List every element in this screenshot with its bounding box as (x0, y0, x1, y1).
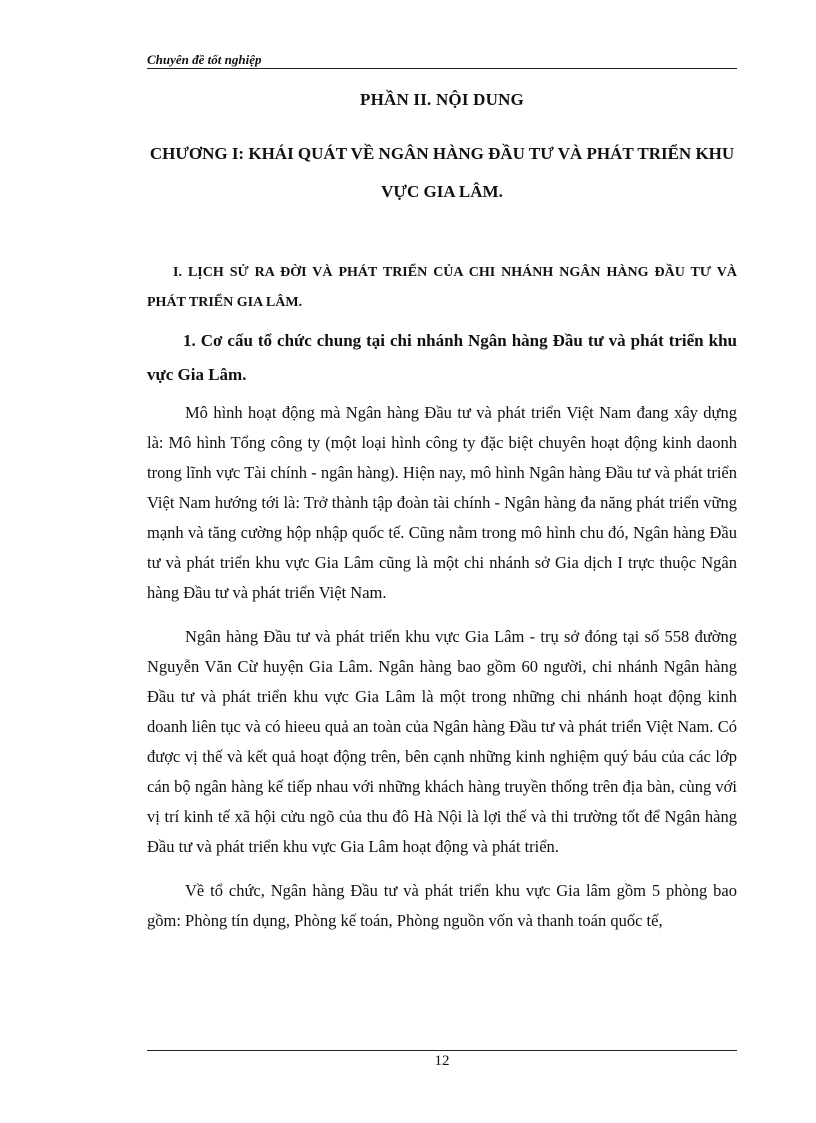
chapter-title: CHƯƠNG I: KHÁI QUÁT VỀ NGÂN HÀNG ĐẦU TƯ VÀ PHÁT TRIỂN KHU VỰC GIA LÂM. (149, 144, 735, 201)
subsection-title: 1. Cơ cấu tổ chức chung tại chi nhánh Ngân hàng Đầu tư và phát triển khu vực Gia Lâm. (147, 331, 737, 384)
paragraph: Mô hình hoạt động mà Ngân hàng Đầu tư và phát triển Việt Nam đang xây dựng là: Mô hình Tổng công ty (một loại hình công ty đặc biệt chuyên hoạt động kinh daonh trong lĩnh vực Tài chính - ngân hàng). Hiện nay, mô hình Ngân hàng Đầu tư và phát triển Việt Nam hướng tới là: Trở thành tập đoàn tài chính - Ngân hàng đa năng phát triển vững mạnh và tăng cường hộp nhập quốc tế. Cũng nằm trong mô hình chu đó, Ngân hàng Đầu tư và phát triển khu vực Gia Lâm cũng là một chi nhánh sở Gia dịch I trực thuộc Ngân hàng Đầu tư và phát triển Việt Nam. (147, 403, 737, 602)
paragraph: Ngân hàng Đầu tư và phát triển khu vực Gia Lâm - trụ sở đóng tại số 558 đường Nguyễn Văn Cừ huyện Gia Lâm. Ngân hàng bao gồm 60 người, chi nhánh Ngân hàng Đầu tư và phát triển khu vực Gia Lâm là một trong những chi nhánh hoạt động kinh doanh liên tục và có hieeu quả an toàn của Ngân hàng Đầu tư và phát triển Việt Nam. Có được vị thế và kết quả hoạt động trên, bên cạnh những kinh nghiệm quý báu của các lớp cán bộ ngân hàng kế tiếp nhau với những khách hàng truyền thống trên địa bàn, cùng với vị trí kinh tế xã hội cửu ngõ của thu đô Hà Nội là lợi thế và thi trường tốt để Ngân hàng Đầu tư và phát triển khu vực Gia Lâm hoạt động và phát triển. (147, 627, 737, 856)
footer-divider (147, 1050, 737, 1051)
paragraph: Về tổ chức, Ngân hàng Đầu tư và phát triển khu vực Gia lâm gồm 5 phòng bao gồm: Phòng tín dụng, Phòng kế toán, Phòng nguồn vốn và thanh toán quốc tế, (147, 881, 737, 930)
running-header: Chuyên đề tốt nghiệp (147, 52, 262, 67)
header-divider (147, 68, 737, 69)
body-text (147, 398, 737, 950)
part-title: PHẦN II. NỘI DUNG (360, 90, 524, 109)
section-title: I. LỊCH SỬ RA ĐỜI VÀ PHÁT TRIỂN CỦA CHI NHÁNH NGÂN HÀNG ĐẦU TƯ VÀ PHÁT TRIỂN GIA LÂM. (147, 265, 737, 310)
page-number: 12 (434, 1053, 450, 1069)
